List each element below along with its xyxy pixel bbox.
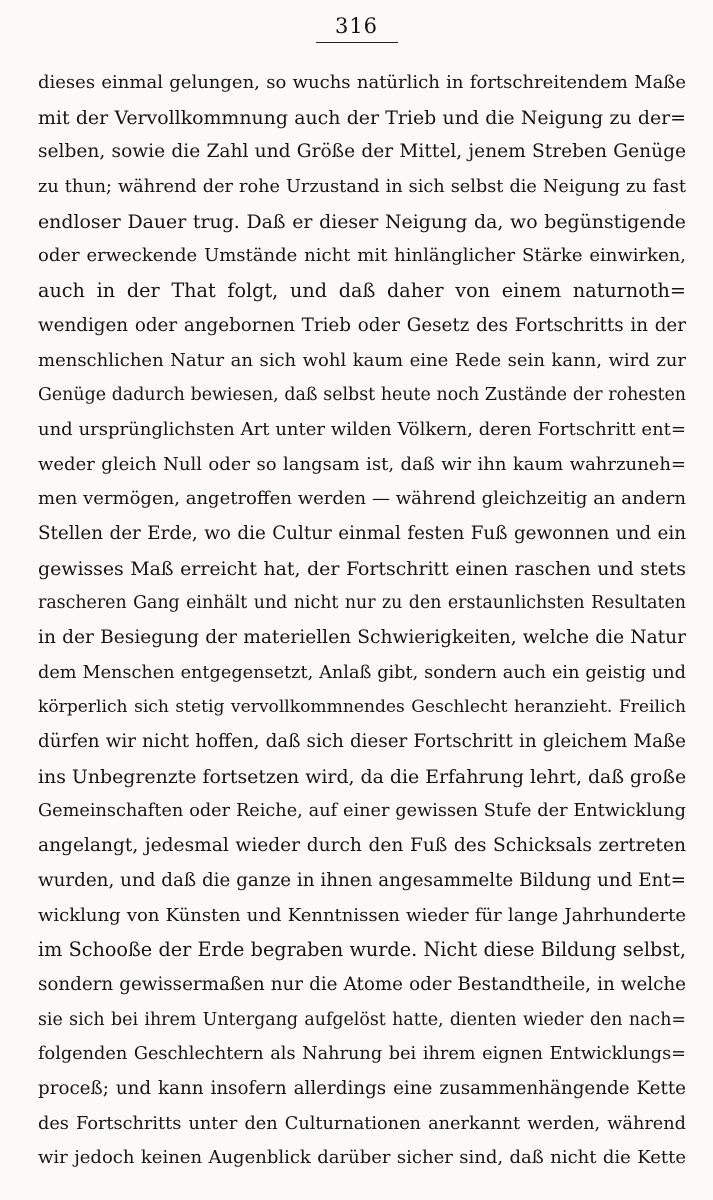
text-line: im Schooße der Erde begraben wurde. Nicht diese Bildung selbst, [38, 938, 686, 962]
text-line: Gemeinschaften oder Reiche, auf einer gewissen Stufe der Entwicklung [38, 801, 686, 822]
text-line: und ursprünglichsten Art unter wilden Völkern, deren Fortschritt ent= [38, 418, 686, 440]
text-line: dieses einmal gelungen, so wuchs natürlich in fortschreitendem Maße [38, 72, 686, 93]
text-line: angelangt, jedesmal wieder durch den Fuß des Schicksals zertreten [38, 835, 686, 857]
text-line: ins Unbegrenzte fortsetzen wird, da die Erfahrung lehrt, daß große [38, 765, 686, 788]
text-line: dem Menschen entgegensetzt, Anlaß gibt, sondern auch ein geistig und [38, 662, 686, 683]
text-line: wurden, und daß die ganze in ihnen angesammelte Bildung und Ent= [38, 869, 686, 891]
text-line: körperlich sich stetig vervollkommnendes Geschlecht heranzieht. Freilich [38, 697, 686, 718]
text-line: zu thun; während der rohe Urzustand in sich selbst die Neigung zu fast [38, 177, 686, 198]
text-line: menschlichen Natur an sich wohl kaum eine Rede sein kann, wird zur [38, 349, 686, 371]
page-header [0, 14, 713, 43]
text-line: endloser Dauer trug. Daß er dieser Neigung da, wo begünstigende [38, 210, 686, 233]
text-line: gewisses Maß erreicht hat, der Fortschritt einen raschen und stets [38, 557, 686, 580]
text-line: folgenden Geschlechtern als Nahrung bei ihrem eignen Entwicklungs= [38, 1044, 686, 1065]
text-line: rascheren Gang einhält und nicht nur zu den erstaunlichsten Resultaten [38, 593, 686, 614]
text-line: wicklung von Künsten und Kenntnissen wieder für lange Jahrhunderte [38, 904, 686, 926]
header-rule [316, 42, 398, 43]
text-line: selben, sowie die Zahl und Größe der Mittel, jenem Streben Genüge [38, 141, 686, 163]
text-line: wendigen oder angebornen Trieb oder Gesetz des Fortschritts in der [38, 314, 686, 336]
text-line: auch in der That folgt, und daß daher von einem naturnoth= [38, 279, 686, 303]
text-line: proceß; und kann insofern allerdings eine zusammenhängende Kette [38, 1077, 686, 1099]
text-line: wir jedoch keinen Augenblick darüber sicher sind, daß nicht die Kette [38, 1147, 686, 1169]
page-number: 316 [334, 14, 379, 38]
text-line: mit der Vervollkommnung auch der Trieb und die Neigung zu der= [38, 106, 686, 129]
text-line: men vermögen, angetroffen werden — während gleichzeitig an andern [38, 488, 686, 510]
text-line: sie sich bei ihrem Untergang aufgelöst hatte, dienten wieder den nach= [38, 1009, 686, 1030]
text-line: Stellen der Erde, wo die Cultur einmal festen Fuß gewonnen und ein [38, 522, 686, 544]
text-line: dürfen wir nicht hoffen, daß sich dieser Fortschritt in gleichem Maße [38, 731, 686, 753]
text-line: Genüge dadurch bewiesen, daß selbst heute noch Zustände der rohesten [38, 385, 686, 406]
text-line: weder gleich Null oder so langsam ist, daß wir ihn kaum wahrzuneh= [38, 453, 686, 475]
text-line: des Fortschritts unter den Culturnationen anerkannt werden, während [38, 1113, 686, 1134]
text-line: in der Besiegung der materiellen Schwierigkeiten, welche die Natur [38, 627, 686, 648]
body-text [38, 66, 686, 1176]
text-line: oder erweckende Umstände nicht mit hinlänglicher Stärke einwirken, [38, 245, 686, 267]
text-line: sondern gewissermaßen nur die Atome oder Bestandtheile, in welche [38, 973, 686, 995]
